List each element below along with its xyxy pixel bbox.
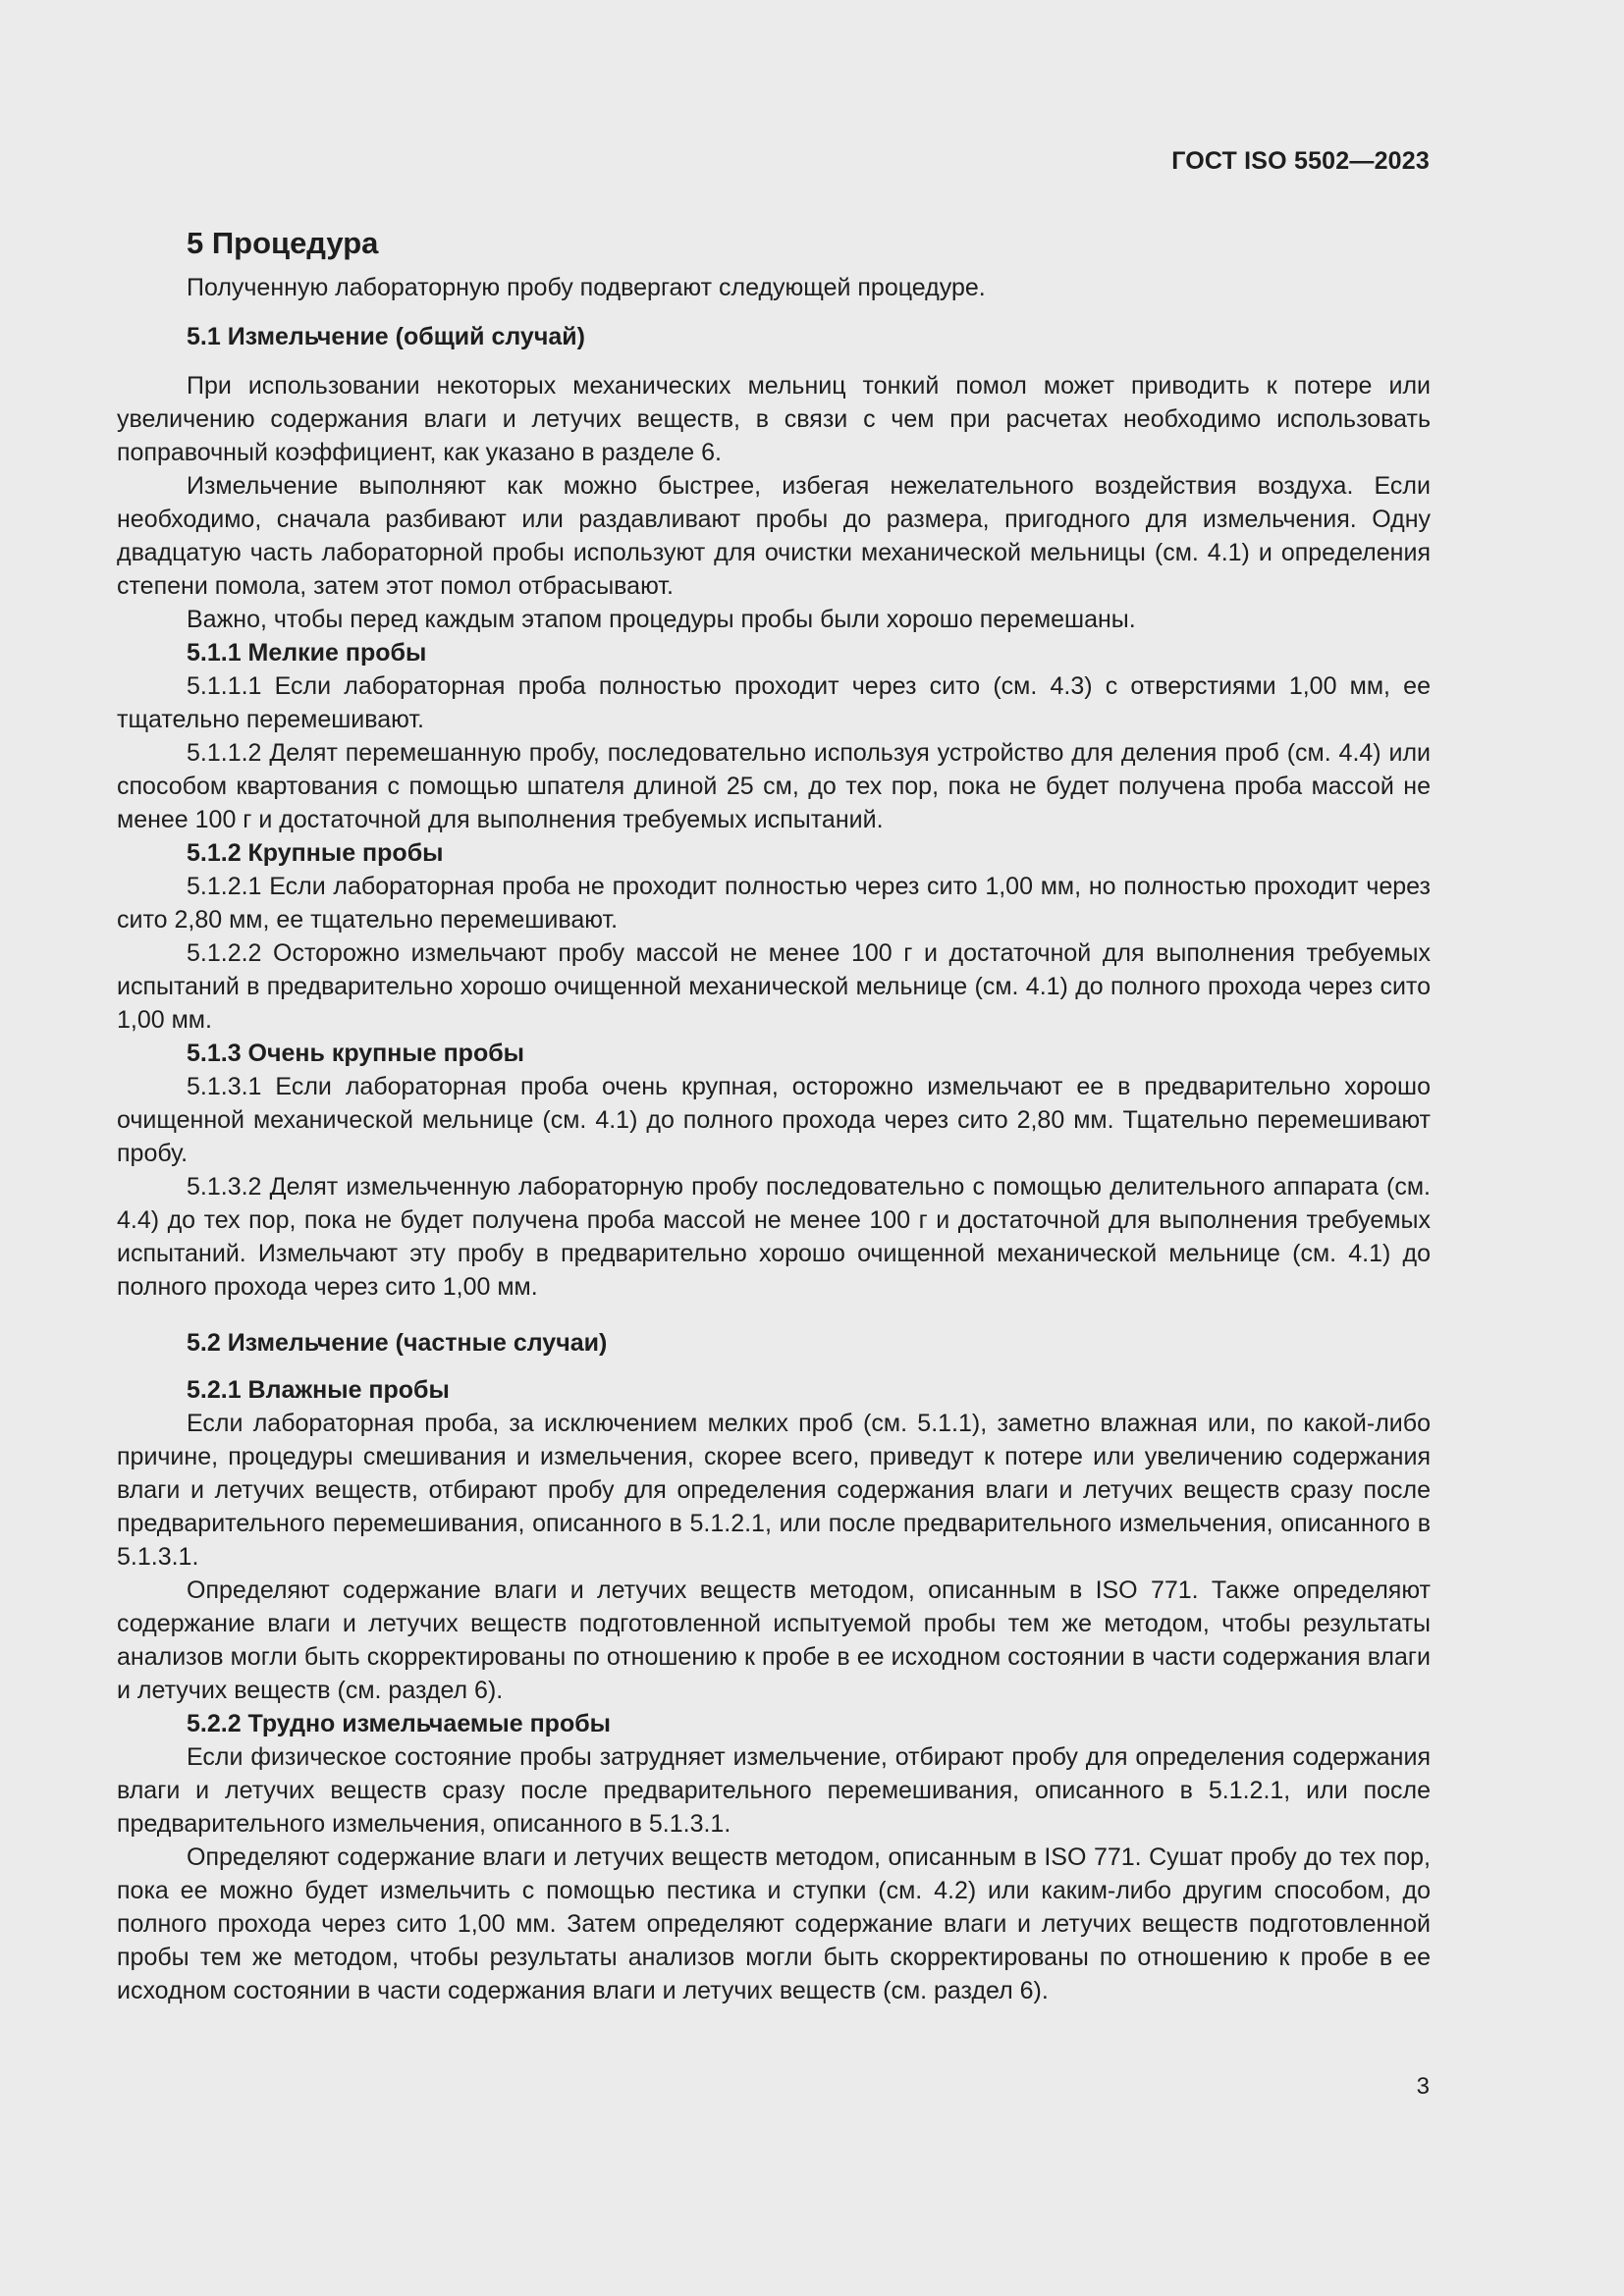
subsection-5-2-1-title: 5.2.1 Влажные пробы (187, 1376, 450, 1404)
subsection-5-2-2-title: 5.2.2 Трудно измельчаемые пробы (187, 1710, 612, 1737)
subsection-5-1-2-title: 5.1.2 Крупные пробы (187, 839, 444, 867)
paragraph: Если физическое состояние пробы затрудняет измельчение, отбирают пробу для определения содержания влаги и летучих веществ сразу после предварительного перемешивания, описанного в 5.1.2.1, или после предварительного измельчения, описанного в 5.1.3.1. (117, 1743, 1431, 1838)
document-body (117, 224, 1431, 2007)
paragraph: Определяют содержание влаги и летучих веществ методом, описанным в ISO 771. Сушат пробу до тех пор, пока ее можно будет измельчить с помощью пестика и ступки (см. 4.2) или каким-либо другим способом, до полного прохода через сито 1,00 мм. Затем определяют содержание влаги и летучих веществ подготовленной пробы тем же методом, чтобы результаты анализов могли быть скорректированы по отношению к пробе в ее исходном состоянии в части содержания влаги и летучих веществ (см. раздел 6). (117, 1843, 1431, 2004)
paragraph: 5.1.1.2 Делят перемешанную пробу, последовательно используя устройство для деления проб (см. 4.4) или способом квартования с помощью шпателя длиной 25 см, до тех пор, пока не будет получена проба массой не менее 100 г и достаточной для выполнения требуемых испытаний. (117, 739, 1431, 833)
paragraph: 5.1.3.2 Делят измельченную лабораторную пробу последовательно с помощью делительного аппарата (см. 4.4) до тех пор, пока не будет получена проба массой не менее 100 г и достаточной для выполнения требуемых испытаний. Измельчают эту пробу в предварительно хорошо очищенной механической мельнице (см. 4.1) до полного прохода через сито 1,00 мм. (117, 1173, 1431, 1301)
subsection-5-1-title: 5.1 Измельчение (общий случай) (187, 323, 585, 350)
document-code: ГОСТ ISO 5502—2023 (1171, 147, 1430, 175)
paragraph: Определяют содержание влаги и летучих веществ методом, описанным в ISO 771. Также определяют содержание влаги и летучих веществ подготовленной испытуемой пробы тем же методом, чтобы результаты анализов могли быть скорректированы по отношению к пробе в ее исходном состоянии в части содержания влаги и летучих веществ (см. раздел 6). (117, 1576, 1431, 1704)
page-number: 3 (1416, 2073, 1430, 2100)
paragraph: Важно, чтобы перед каждым этапом процедуры пробы были хорошо перемешаны. (187, 606, 1136, 633)
paragraph: При использовании некоторых механических мельниц тонкий помол может приводить к потере или увеличению содержания влаги и летучих веществ, в связи с чем при расчетах необходимо использовать поправочный коэффициент, как указано в разделе 6. (117, 372, 1431, 466)
paragraph: 5.1.2.2 Осторожно измельчают пробу массой не менее 100 г и достаточной для выполнения требуемых испытаний в предварительно хорошо очищенной механической мельнице (см. 4.1) до полного прохода через сито 1,00 мм. (117, 939, 1431, 1034)
subsection-5-1-1-title: 5.1.1 Мелкие пробы (187, 639, 427, 667)
paragraph: 5.1.2.1 Если лабораторная проба не проходит полностью через сито 1,00 мм, но полностью проходит через сито 2,80 мм, ее тщательно перемешивают. (117, 873, 1431, 934)
subsection-5-2-title: 5.2 Измельчение (частные случаи) (187, 1329, 608, 1357)
section-5-title: 5 Процедура (187, 226, 379, 260)
paragraph: Если лабораторная проба, за исключением мелких проб (см. 5.1.1), заметно влажная или, по какой-либо причине, процедуры смешивания и измельчения, скорее всего, приведут к потере или увеличению содержания влаги и летучих веществ, отбирают пробу для определения содержания влаги и летучих веществ сразу после предварительного перемешивания, описанного в 5.1.2.1, или после предварительного измельчения, описанного в 5.1.3.1. (117, 1410, 1431, 1571)
paragraph: 5.1.1.1 Если лабораторная проба полностью проходит через сито (см. 4.3) с отверстиями 1,00 мм, ее тщательно перемешивают. (117, 672, 1431, 733)
paragraph: 5.1.3.1 Если лабораторная проба очень крупная, осторожно измельчают ее в предварительно хорошо очищенной механической мельнице (см. 4.1) до полного прохода через сито 2,80 мм. Тщательно перемешивают пробу. (117, 1073, 1431, 1167)
paragraph: Измельчение выполняют как можно быстрее, избегая нежелательного воздействия воздуха. Если необходимо, сначала разбивают или раздавливают пробы до размера, пригодного для измельчения. Одну двадцатую часть лабораторной пробы используют для очистки механической мельницы (см. 4.1) и определения степени помола, затем этот помол отбрасывают. (117, 472, 1431, 600)
subsection-5-1-3-title: 5.1.3 Очень крупные пробы (187, 1040, 525, 1067)
section-5-intro: Полученную лабораторную пробу подвергают следующей процедуре. (187, 274, 986, 301)
